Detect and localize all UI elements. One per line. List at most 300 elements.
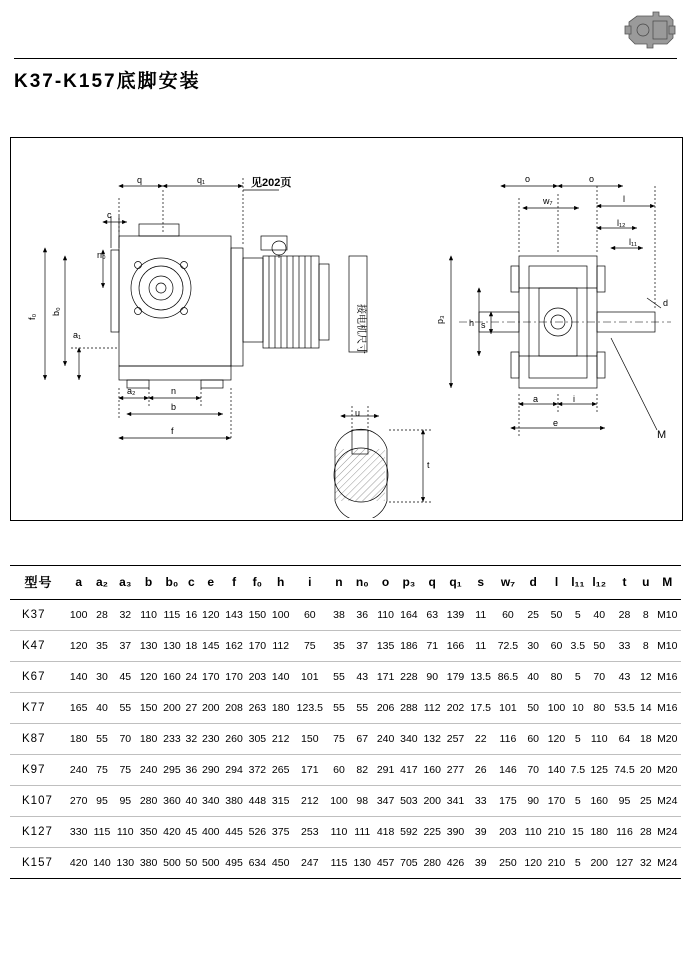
table-cell: 45 xyxy=(185,826,198,838)
table-cell: 35 xyxy=(96,640,108,652)
table-cell: 27 xyxy=(185,702,198,714)
table-cell: 80 xyxy=(550,671,563,683)
table-cell: 72.5 xyxy=(497,640,519,652)
table-cell: M10 xyxy=(657,609,678,621)
table-cell: 7.5 xyxy=(570,764,586,776)
table-row xyxy=(10,693,681,724)
table-row xyxy=(10,755,681,786)
label-M: M xyxy=(657,429,667,441)
label-f: f xyxy=(171,426,174,436)
table-cell: 150 xyxy=(248,609,267,621)
table-header-row xyxy=(10,566,681,600)
table-cell: 40 xyxy=(96,702,108,714)
table-cell: 400 xyxy=(201,826,220,838)
table-cell: 100 xyxy=(69,609,88,621)
label-l: l xyxy=(623,194,625,204)
th-model: 型号 xyxy=(24,575,53,590)
table-cell: 170 xyxy=(225,671,243,683)
header-divider xyxy=(14,58,677,59)
table-cell: 240 xyxy=(139,764,158,776)
table-cell: 39 xyxy=(474,826,487,838)
table-cell: 340 xyxy=(201,795,220,807)
table-cell: 230 xyxy=(201,733,220,745)
th-a3: a₃ xyxy=(119,574,132,589)
label-l12: l₁₂ xyxy=(617,218,626,228)
table-cell: 380 xyxy=(225,795,243,807)
table-cell: 175 xyxy=(499,795,517,807)
table-cell: 212 xyxy=(301,795,319,807)
table-cell: 210 xyxy=(547,826,566,838)
label-h: h xyxy=(469,318,475,328)
table-cell: 208 xyxy=(225,702,243,714)
table-cell: 166 xyxy=(446,640,465,652)
table-cell: 82 xyxy=(356,764,369,776)
table-cell: 375 xyxy=(271,826,290,838)
label-see-page: 见202页 xyxy=(251,177,292,189)
table-cell: 390 xyxy=(446,826,465,838)
table-cell: 71 xyxy=(426,640,439,652)
table-cell: 20 xyxy=(639,764,652,776)
table-cell: 36 xyxy=(185,764,198,776)
th-m: M xyxy=(662,574,673,589)
row-model: K157 xyxy=(22,857,53,869)
th-i: i xyxy=(308,574,312,589)
gearbox-icon xyxy=(623,8,677,52)
table-cell: 341 xyxy=(446,795,465,807)
th-e: e xyxy=(207,574,215,589)
table-cell: 253 xyxy=(301,826,319,838)
table-cell: 63 xyxy=(426,609,439,621)
table-cell: 37 xyxy=(356,640,369,652)
table-cell: 115 xyxy=(330,857,348,869)
table-cell: 160 xyxy=(423,764,441,776)
table-cell: 260 xyxy=(225,733,243,745)
table-cell: 43 xyxy=(356,671,369,683)
table-cell: 13.5 xyxy=(470,671,491,683)
table-cell: 295 xyxy=(163,764,181,776)
table-cell: 75 xyxy=(119,764,132,776)
label-n0: n₀ xyxy=(97,250,106,260)
th-t: t xyxy=(622,574,627,589)
table-cell: 200 xyxy=(423,795,441,807)
row-model: K97 xyxy=(22,764,46,776)
table-cell: 111 xyxy=(354,826,371,838)
table-cell: 250 xyxy=(499,857,517,869)
table-cell: 146 xyxy=(499,764,517,776)
table-cell: 3.5 xyxy=(570,640,586,652)
table-cell: 64 xyxy=(618,733,631,745)
table-cell: 32 xyxy=(185,733,198,745)
table-cell: 372 xyxy=(248,764,267,776)
table-cell: 50 xyxy=(185,857,198,869)
th-b: b xyxy=(144,574,153,589)
table-cell: 135 xyxy=(376,640,395,652)
table-cell: 257 xyxy=(446,733,465,745)
table-cell: 95 xyxy=(96,795,108,807)
table-cell: 70 xyxy=(593,671,606,683)
table-cell: 25 xyxy=(527,609,540,621)
th-l12: l₁₂ xyxy=(592,574,607,589)
th-o: o xyxy=(381,574,390,589)
label-q: q xyxy=(137,175,143,185)
table-cell: M24 xyxy=(657,795,678,807)
table-cell: 5 xyxy=(574,671,581,683)
table-cell: 500 xyxy=(201,857,220,869)
table-cell: 130 xyxy=(116,857,135,869)
table-cell: 200 xyxy=(590,857,608,869)
th-b0: b₀ xyxy=(165,574,179,589)
table-cell: 120 xyxy=(547,733,566,745)
table-cell: 50 xyxy=(593,640,606,652)
table-cell: 417 xyxy=(400,764,418,776)
table-cell: 70 xyxy=(527,764,540,776)
row-model: K107 xyxy=(22,795,53,807)
table-cell: 30 xyxy=(96,671,108,683)
table-cell: 75 xyxy=(333,733,345,745)
label-b: b xyxy=(171,402,177,412)
table-cell: 28 xyxy=(96,609,108,621)
table-cell: 40 xyxy=(527,671,540,683)
table-row xyxy=(10,817,681,848)
label-u: u xyxy=(355,408,361,418)
row-model: K37 xyxy=(22,609,46,621)
table-cell: 95 xyxy=(119,795,132,807)
label-e: e xyxy=(553,418,559,428)
table-cell: 35 xyxy=(333,640,345,652)
label-o-left: o xyxy=(525,174,531,184)
table-cell: 240 xyxy=(376,733,395,745)
table-cell: 233 xyxy=(163,733,181,745)
table-cell: 270 xyxy=(69,795,88,807)
table-cell: 17.5 xyxy=(470,702,491,714)
table-cell: 280 xyxy=(139,795,158,807)
table-cell: 160 xyxy=(590,795,608,807)
table-cell: 186 xyxy=(400,640,418,652)
table-cell: 340 xyxy=(400,733,418,745)
table-cell: 457 xyxy=(376,857,395,869)
table-cell: 110 xyxy=(590,733,608,745)
table-cell: 110 xyxy=(524,826,542,838)
table-cell: 140 xyxy=(69,671,88,683)
dimensions-table xyxy=(10,565,681,879)
label-d: d xyxy=(663,298,669,308)
table-cell: 98 xyxy=(356,795,369,807)
th-d: d xyxy=(529,574,537,589)
table-cell: 100 xyxy=(271,609,290,621)
th-p3: p₃ xyxy=(402,574,416,589)
table-cell: M24 xyxy=(657,857,678,869)
table-cell: 15 xyxy=(572,826,584,838)
table-cell: 110 xyxy=(140,609,157,621)
table-cell: 70 xyxy=(119,733,132,745)
table-cell: 120 xyxy=(69,640,88,652)
table-cell: 162 xyxy=(225,640,243,652)
table-cell: 347 xyxy=(376,795,395,807)
table-cell: 180 xyxy=(590,826,608,838)
table-cell: 25 xyxy=(639,795,652,807)
table-cell: 55 xyxy=(119,702,132,714)
table-row xyxy=(10,600,681,631)
table-cell: 33 xyxy=(474,795,487,807)
table-cell: 53.5 xyxy=(614,702,635,714)
table-cell: 116 xyxy=(499,733,517,745)
label-a1: a₁ xyxy=(73,330,82,340)
table-cell: 228 xyxy=(400,671,418,683)
table-cell: 120 xyxy=(524,857,542,869)
table-cell: 206 xyxy=(376,702,395,714)
table-cell: 130 xyxy=(353,857,372,869)
table-cell: 90 xyxy=(426,671,439,683)
table-row xyxy=(10,786,681,817)
label-p3: p₃ xyxy=(435,315,445,324)
table-cell: M10 xyxy=(657,640,678,652)
th-w7: w₇ xyxy=(500,574,515,589)
th-f: f xyxy=(232,574,237,589)
table-cell: 170 xyxy=(248,640,267,652)
table-cell: 634 xyxy=(248,857,267,869)
table-cell: 112 xyxy=(423,702,441,714)
table-cell: 132 xyxy=(423,733,441,745)
row-model: K127 xyxy=(22,826,53,838)
table-cell: 18 xyxy=(639,733,652,745)
table-cell: 350 xyxy=(139,826,158,838)
table-cell: 60 xyxy=(333,764,345,776)
table-cell: M20 xyxy=(657,733,678,745)
table-cell: 101 xyxy=(499,702,517,714)
label-t: t xyxy=(427,460,430,470)
table-cell: 139 xyxy=(446,609,465,621)
table-cell: 145 xyxy=(201,640,220,652)
table-cell: 171 xyxy=(301,764,319,776)
technical-drawing xyxy=(10,137,683,521)
table-cell: 110 xyxy=(377,609,394,621)
label-s: s xyxy=(481,320,486,330)
table-cell: 288 xyxy=(400,702,418,714)
table-cell: 90 xyxy=(527,795,540,807)
table-cell: 101 xyxy=(301,671,319,683)
table-cell: 36 xyxy=(356,609,369,621)
table-cell: 75 xyxy=(303,640,316,652)
label-q1: q₁ xyxy=(197,175,206,185)
table-cell: 526 xyxy=(248,826,267,838)
th-q1: q₁ xyxy=(449,574,462,589)
table-cell: 5 xyxy=(574,733,581,745)
table-cell: 110 xyxy=(330,826,348,838)
label-o-right: o xyxy=(589,174,595,184)
th-a2: a₂ xyxy=(95,574,108,589)
table-cell: 14 xyxy=(639,702,652,714)
th-f0: f₀ xyxy=(252,574,263,589)
table-cell: 277 xyxy=(446,764,465,776)
label-n: n xyxy=(171,386,177,396)
table-cell: 200 xyxy=(201,702,220,714)
table-cell: 100 xyxy=(547,702,566,714)
table-cell: 38 xyxy=(333,609,345,621)
table-cell: 140 xyxy=(271,671,290,683)
table-cell: 60 xyxy=(527,733,540,745)
table-cell: 210 xyxy=(547,857,566,869)
table-cell: 5 xyxy=(574,795,581,807)
table-cell: 67 xyxy=(356,733,369,745)
table-cell: 26 xyxy=(474,764,487,776)
table-cell: 171 xyxy=(376,671,395,683)
table-cell: 40 xyxy=(593,609,606,621)
table-cell: 263 xyxy=(248,702,267,714)
table-cell: 50 xyxy=(550,609,563,621)
row-model: K77 xyxy=(22,702,46,714)
table-cell: 150 xyxy=(301,733,319,745)
table-cell: 180 xyxy=(69,733,88,745)
row-model: K87 xyxy=(22,733,46,745)
table-cell: 32 xyxy=(639,857,652,869)
th-c: c xyxy=(187,574,195,589)
table-cell: 170 xyxy=(547,795,566,807)
table-cell: 60 xyxy=(303,609,316,621)
table-cell: 60 xyxy=(502,609,514,621)
th-h: h xyxy=(277,574,285,589)
table-cell: 445 xyxy=(225,826,243,838)
row-model: K67 xyxy=(22,671,46,683)
table-row xyxy=(10,631,681,662)
table-cell: 592 xyxy=(400,826,418,838)
table-cell: 120 xyxy=(201,609,220,621)
label-c: c xyxy=(107,210,112,220)
table-cell: 203 xyxy=(248,671,267,683)
table-cell: 125 xyxy=(590,764,608,776)
th-n: n xyxy=(335,574,343,589)
table-cell: 203 xyxy=(499,826,517,838)
table-cell: 150 xyxy=(139,702,158,714)
label-w7: w₇ xyxy=(543,196,553,206)
table-cell: 55 xyxy=(333,702,345,714)
table-cell: 24 xyxy=(185,671,198,683)
th-u: u xyxy=(642,574,650,589)
table-cell: 45 xyxy=(119,671,132,683)
table-cell: 426 xyxy=(446,857,465,869)
table-cell: 40 xyxy=(185,795,198,807)
table-row xyxy=(10,848,681,879)
table-cell: 39 xyxy=(474,857,487,869)
page-title: K37-K157底脚安装 xyxy=(14,71,201,92)
table-cell: 265 xyxy=(271,764,290,776)
table-cell: 418 xyxy=(376,826,395,838)
table-cell: 55 xyxy=(96,733,108,745)
table-cell: 202 xyxy=(446,702,465,714)
table-cell: 11 xyxy=(475,640,487,652)
table-cell: 290 xyxy=(201,764,220,776)
table-cell: 225 xyxy=(423,826,441,838)
th-l: l xyxy=(554,574,559,589)
table-cell: 112 xyxy=(272,640,290,652)
table-cell: 11 xyxy=(475,609,487,621)
table-cell: 140 xyxy=(93,857,111,869)
table-cell: 240 xyxy=(69,764,88,776)
label-f0: f₀ xyxy=(27,313,37,320)
label-b0: b₀ xyxy=(51,307,61,316)
row-model: K47 xyxy=(22,640,46,652)
table-cell: 495 xyxy=(225,857,243,869)
table-cell: 16 xyxy=(185,609,198,621)
table-cell: 164 xyxy=(400,609,418,621)
label-l11: l₁₁ xyxy=(629,237,638,247)
label-a: a xyxy=(533,394,539,404)
table-cell: 130 xyxy=(163,640,181,652)
table-cell: 705 xyxy=(400,857,418,869)
table-cell: 120 xyxy=(139,671,158,683)
table-cell: 22 xyxy=(474,733,487,745)
table-cell: 115 xyxy=(163,609,181,621)
table-cell: 116 xyxy=(616,826,633,838)
table-cell: 55 xyxy=(356,702,369,714)
table-cell: 115 xyxy=(93,826,111,838)
table-cell: 180 xyxy=(271,702,290,714)
table-cell: 18 xyxy=(185,640,198,652)
table-cell: 140 xyxy=(547,764,566,776)
table-cell: 247 xyxy=(301,857,319,869)
table-cell: 80 xyxy=(593,702,606,714)
table-cell: 160 xyxy=(163,671,181,683)
table-cell: 503 xyxy=(400,795,418,807)
th-s: s xyxy=(477,574,485,589)
table-cell: 315 xyxy=(271,795,290,807)
label-i: i xyxy=(573,394,575,404)
table-cell: 420 xyxy=(163,826,181,838)
table-cell: 10 xyxy=(572,702,584,714)
th-a: a xyxy=(75,574,82,589)
table-cell: 12 xyxy=(639,671,652,683)
table-cell: 86.5 xyxy=(497,671,519,683)
table-cell: 30 xyxy=(527,640,540,652)
table-cell: 5 xyxy=(574,857,581,869)
table-cell: 450 xyxy=(271,857,290,869)
table-cell: M20 xyxy=(657,764,678,776)
table-body xyxy=(10,600,681,879)
table-cell: 180 xyxy=(139,733,158,745)
th-l11: l₁₁ xyxy=(571,574,585,589)
table-cell: 33 xyxy=(618,640,631,652)
table-cell: 55 xyxy=(333,671,345,683)
table-cell: 500 xyxy=(163,857,181,869)
table-cell: 28 xyxy=(639,826,652,838)
table-cell: 123.5 xyxy=(296,702,323,714)
table-cell: 330 xyxy=(69,826,88,838)
label-a2: a₂ xyxy=(127,386,136,396)
table-cell: M16 xyxy=(657,702,678,714)
table-cell: 143 xyxy=(225,609,243,621)
table-cell: M24 xyxy=(657,826,678,838)
table-cell: M16 xyxy=(657,671,678,683)
table-cell: 60 xyxy=(550,640,563,652)
table-cell: 74.5 xyxy=(614,764,635,776)
table-cell: 43 xyxy=(618,671,631,683)
table-cell: 212 xyxy=(271,733,290,745)
table-cell: 291 xyxy=(376,764,395,776)
table-cell: 5 xyxy=(574,609,581,621)
label-motor-size: 接电机尺寸 xyxy=(355,304,366,354)
table-cell: 95 xyxy=(618,795,631,807)
table-cell: 127 xyxy=(615,857,634,869)
table-cell: 37 xyxy=(119,640,132,652)
table-cell: 294 xyxy=(225,764,243,776)
table-cell: 170 xyxy=(201,671,220,683)
table-cell: 8 xyxy=(642,609,649,621)
table-cell: 130 xyxy=(139,640,158,652)
table-cell: 179 xyxy=(446,671,465,683)
table-cell: 280 xyxy=(423,857,441,869)
table-cell: 305 xyxy=(248,733,267,745)
th-n0: n₀ xyxy=(355,574,369,589)
table-row xyxy=(10,724,681,755)
